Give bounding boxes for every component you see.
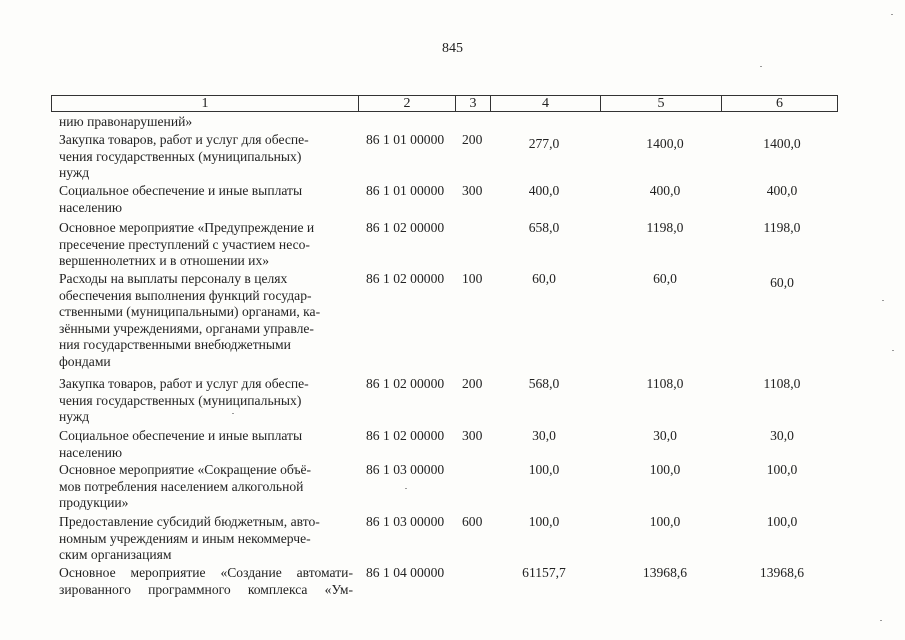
row-description: Социальное обеспечение и иные выплаты населению [59,183,303,215]
row-description: Расходы на выплаты персоналу в целях обеспечения выполнения функций государ- ственными (муниципальными) органами, ка- зёнными учреждениями, органами управле- ния государственными внебюджетными фондами [59,271,321,369]
page-number: 845 [442,41,463,56]
column-header-5: 5 [657,96,665,111]
row-expense-type: 200 [462,376,483,391]
column-header-3: 3 [469,96,477,111]
row-value-col6: 1198,0 [763,220,801,235]
row-expense-type: 100 [462,271,483,286]
row-expense-type: 600 [462,514,483,529]
row-description: нию правонарушений» [59,114,193,129]
row-value-col6: 60,0 [770,275,794,290]
column-header-2: 2 [403,96,411,111]
row-value-col5: 13968,6 [642,565,688,580]
column-header-6: 6 [776,96,783,111]
scan-speck [880,620,882,621]
row-expense-type: 300 [462,428,483,443]
row-value-col5: 30,0 [653,428,677,443]
row-description: Закупка товаров, работ и услуг для обеспе- чения государственных (муниципальных) нужд [59,376,309,425]
row-value-col5: 400,0 [649,183,681,198]
row-budget-code: 86 1 01 00000 [366,183,445,198]
scan-speck [882,300,884,301]
row-description: Социальное обеспечение и иные выплаты населению [59,428,303,460]
row-value-col6: 13968,6 [759,565,805,580]
row-value-col6: 1108,0 [763,376,801,391]
row-budget-code: 86 1 03 00000 [366,514,445,529]
row-value-col5: 1198,0 [646,220,684,235]
row-value-col4: 100,0 [528,514,560,529]
scan-speck [405,488,407,489]
row-value-col4: 30,0 [532,428,556,443]
row-description: Основное мероприятие «Предупреждение и пресечение преступлений с участием несо- вершеннолетних и в отношении их» [59,220,315,269]
scan-speck [760,66,762,67]
row-budget-code: 86 1 02 00000 [366,428,445,443]
row-value-col4: 568,0 [528,376,560,391]
scan-speck [232,413,234,414]
row-description: Предоставление субсидий бюджетным, авто- номным учреждениям и иным некоммерче- ским организациям [59,514,320,563]
column-header-1: 1 [201,96,209,111]
row-value-col6: 30,0 [770,428,794,443]
row-value-col5: 60,0 [653,271,677,286]
scan-speck [891,14,893,15]
row-budget-code: 86 1 02 00000 [366,271,445,286]
row-expense-type: 200 [462,132,483,147]
row-value-col4: 277,0 [528,136,560,151]
row-value-col6: 100,0 [766,514,798,529]
scan-speck [892,350,894,351]
row-expense-type: 300 [462,183,483,198]
row-value-col4: 100,0 [528,462,560,477]
row-value-col6: 400,0 [766,183,798,198]
column-header-4: 4 [542,96,549,111]
row-value-col4: 61157,7 [522,565,566,580]
row-value-col4: 658,0 [528,220,560,235]
row-description: Основное мероприятие «Создание автомати- зированного программного комплекса «Ум- [59,565,353,597]
row-budget-code: 86 1 03 00000 [366,462,445,477]
row-value-col6: 1400,0 [763,136,801,151]
row-value-col4: 400,0 [528,183,560,198]
row-budget-code: 86 1 01 00000 [366,132,445,147]
row-value-col5: 100,0 [649,514,681,529]
row-description: Закупка товаров, работ и услуг для обеспе- чения государственных (муниципальных) нужд [59,132,309,181]
row-value-col5: 100,0 [649,462,681,477]
row-value-col4: 60,0 [532,271,556,286]
row-budget-code: 86 1 02 00000 [366,220,445,235]
row-description: Основное мероприятие «Сокращение объё- мов потребления населением алкогольной продукции» [59,462,312,511]
row-value-col5: 1400,0 [646,136,684,151]
row-value-col5: 1108,0 [646,376,684,391]
row-value-col6: 100,0 [766,462,798,477]
column-header-row [51,95,838,112]
row-budget-code: 86 1 02 00000 [366,376,445,391]
row-budget-code: 86 1 04 00000 [366,565,445,580]
